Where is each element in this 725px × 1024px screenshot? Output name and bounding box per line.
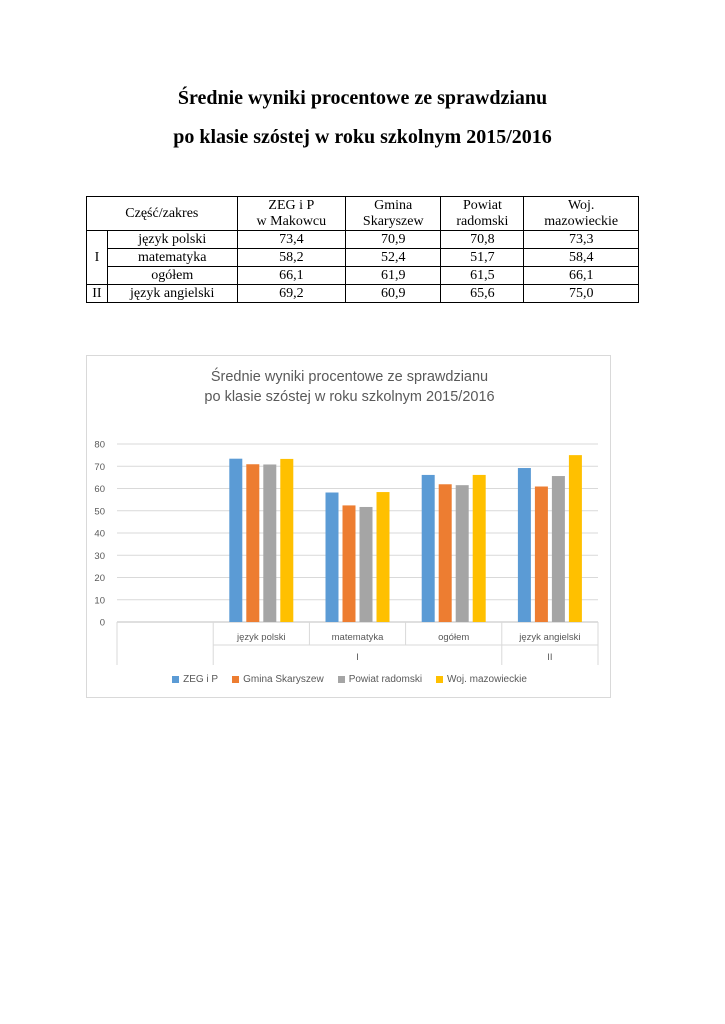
- legend-swatch: [338, 676, 345, 683]
- bar: [473, 475, 486, 622]
- legend-swatch: [436, 676, 443, 683]
- legend-item: [338, 674, 422, 685]
- bar: [422, 475, 435, 622]
- bar-chart: [86, 355, 611, 698]
- subject-cell: matematyka: [107, 249, 237, 267]
- bar: [326, 493, 339, 622]
- y-tick-label: 20: [94, 573, 105, 584]
- value-cell: 61,9: [346, 267, 441, 285]
- header-woj: [524, 197, 639, 231]
- group-label: II: [87, 285, 108, 303]
- chart-title-line2: po klasie szóstej w roku szkolnym 2015/2016: [204, 389, 495, 405]
- value-cell: 51,7: [441, 249, 524, 267]
- header-powiat-line2: radomski: [456, 213, 509, 229]
- value-cell: 58,4: [524, 249, 639, 267]
- x-tick-label: ogółem: [438, 632, 470, 643]
- legend-label: Woj. mazowieckie: [447, 674, 527, 685]
- group-label: I: [87, 231, 108, 285]
- table-row: [87, 249, 639, 267]
- header-woj-line2: mazowieckie: [544, 213, 619, 229]
- value-cell: 73,4: [237, 231, 345, 249]
- chart-title-line1: Średnie wyniki procentowe ze sprawdzianu: [210, 369, 489, 385]
- legend-item: [232, 674, 324, 685]
- legend-item: [436, 674, 527, 685]
- value-cell: 61,5: [441, 267, 524, 285]
- value-cell: 65,6: [441, 285, 524, 303]
- bar: [263, 464, 276, 622]
- header-zeg-line2: w Makowcu: [256, 213, 327, 229]
- table-header-row: [87, 197, 639, 231]
- y-tick-label: 40: [94, 528, 105, 540]
- value-cell: 70,9: [346, 231, 441, 249]
- bar: [518, 468, 531, 622]
- value-cell: 75,0: [524, 285, 639, 303]
- group-tick-label: II: [547, 652, 553, 663]
- bar: [439, 484, 452, 622]
- value-cell: 66,1: [524, 267, 639, 285]
- table-row: [87, 285, 639, 303]
- value-cell: 73,3: [524, 231, 639, 249]
- bar: [246, 464, 259, 622]
- header-part: Część/zakres: [87, 197, 238, 231]
- document-title-line1: Średnie wyniki procentowe ze sprawdzianu: [177, 87, 548, 109]
- legend-label: Powiat radomski: [348, 674, 423, 685]
- subject-cell: język polski: [107, 231, 237, 249]
- legend-item: [172, 674, 218, 685]
- x-tick-label: matematyka: [331, 632, 384, 643]
- bar: [456, 485, 469, 622]
- x-tick-label: język angielski: [519, 632, 581, 643]
- subject-cell: ogółem: [107, 267, 237, 285]
- header-gmina: [346, 197, 441, 231]
- results-table: [86, 196, 639, 303]
- bar: [552, 476, 565, 622]
- value-cell: 70,8: [441, 231, 524, 249]
- header-powiat-line1: Powiat: [462, 197, 502, 213]
- legend-swatch: [172, 676, 179, 683]
- value-cell: 69,2: [237, 285, 345, 303]
- value-cell: 60,9: [346, 285, 441, 303]
- bar: [280, 459, 293, 622]
- document-title-line2: po klasie szóstej w roku szkolnym 2015/2016: [173, 126, 552, 148]
- table-row: [87, 267, 639, 285]
- header-powiat: [441, 197, 524, 231]
- y-tick-label: 30: [94, 550, 105, 562]
- bar: [569, 455, 582, 622]
- legend-label: Gmina Skaryszew: [243, 674, 324, 685]
- y-tick-label: 50: [94, 506, 105, 518]
- header-woj-line1: Woj.: [567, 197, 595, 213]
- y-tick-label: 70: [94, 461, 105, 473]
- chart-plot: [87, 356, 612, 699]
- header-zeg: [237, 197, 345, 231]
- subject-cell: język angielski: [107, 285, 237, 303]
- bar: [377, 492, 390, 622]
- bar: [360, 507, 373, 622]
- legend-label: ZEG i P: [183, 674, 219, 685]
- bar: [343, 505, 356, 622]
- y-tick-label: 0: [99, 617, 105, 629]
- chart-legend: [87, 674, 612, 685]
- table-row: [87, 231, 639, 249]
- bar: [535, 486, 548, 622]
- value-cell: 58,2: [237, 249, 345, 267]
- value-cell: 52,4: [346, 249, 441, 267]
- header-zeg-line1: ZEG i P: [268, 197, 315, 213]
- y-tick-label: 80: [94, 439, 105, 451]
- value-cell: 66,1: [237, 267, 345, 285]
- x-tick-label: język polski: [237, 632, 286, 643]
- bar: [229, 459, 242, 622]
- legend-swatch: [232, 676, 239, 683]
- header-gmina-line2: Skaryszew: [362, 213, 424, 229]
- group-tick-label: I: [356, 652, 359, 663]
- header-gmina-line1: Gmina: [374, 197, 413, 213]
- y-tick-label: 60: [94, 484, 105, 495]
- y-tick-label: 10: [94, 595, 105, 607]
